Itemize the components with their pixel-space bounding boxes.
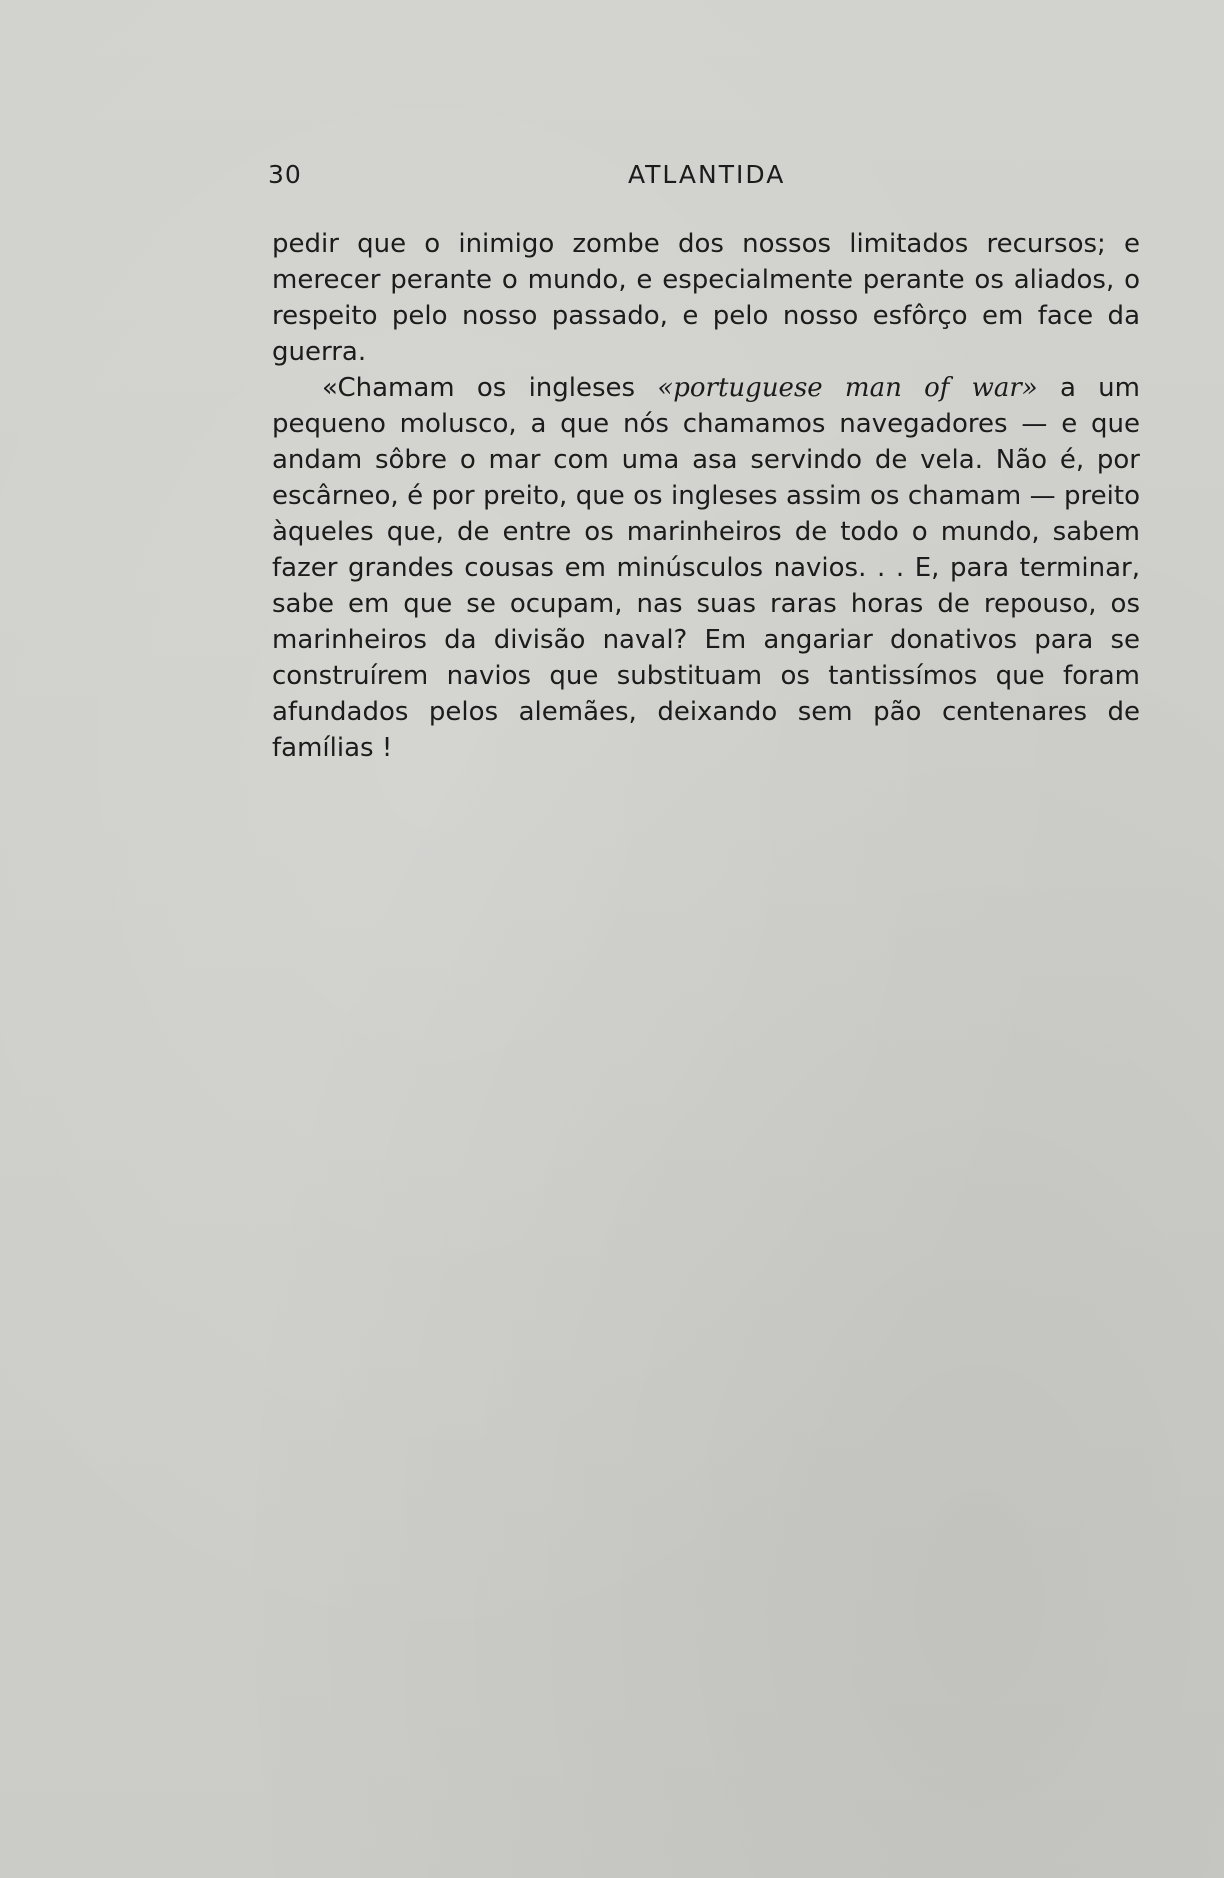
paragraph-2-lead: «Chamam os ingleses <box>322 373 658 403</box>
body-text <box>272 226 1140 766</box>
italic-phrase: «portuguese man of war» <box>657 373 1038 403</box>
paragraph-2 <box>272 370 1140 766</box>
page-number: 30 <box>268 160 302 189</box>
running-title: ATLANTIDA <box>628 160 786 189</box>
running-head <box>268 160 1138 196</box>
paragraph-2-rest: a um pequeno molusco, a que nós chamamos navegadores — e que andam sôbre o mar com uma asa servindo de vela. Não é, por escârneo, é por preito, que os ingleses assim os chamam — preito àqueles que, de entre os marinheiros de todo o mundo, sabem fazer grandes cousas em minúsculos navios. . . E, para terminar, sabe em que se ocupam, nas suas raras horas de repouso, os marinheiros da divisão naval? Em angariar donativos para se construírem navios que substituam os tantissímos que foram afundados pelos alemães, deixando sem pão centenares de famílias ! <box>272 373 1140 763</box>
paragraph-1: pedir que o inimigo zombe dos nossos limitados recursos; e merecer perante o mundo, e especialmente perante os aliados, o respeito pelo nosso passado, e pelo nosso esfôrço em face da guerra. <box>272 229 1140 367</box>
